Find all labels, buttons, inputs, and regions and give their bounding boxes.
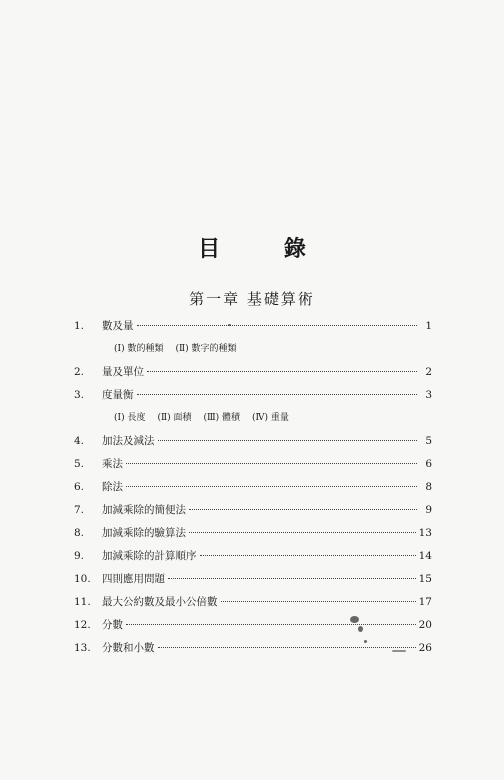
toc-entry xyxy=(74,617,432,640)
toc-subentry: (Ⅳ) 重量 xyxy=(252,413,289,423)
toc-entry-number: 3. xyxy=(74,389,85,401)
toc-entry-number: 6. xyxy=(74,481,85,493)
toc-entry-number: 4. xyxy=(74,435,85,447)
toc-entry xyxy=(74,318,432,341)
chapter-title: 第一章 基礎算術 xyxy=(189,290,315,308)
dot-leader xyxy=(137,325,418,326)
toc-entry-page: 14 xyxy=(418,550,432,562)
dot-leader xyxy=(168,578,416,579)
toc-entry xyxy=(74,548,432,571)
toc-entry-title: 乘法 xyxy=(102,458,123,470)
ink-speck xyxy=(364,640,367,643)
toc-entry-page: 2 xyxy=(425,366,432,378)
dot-leader xyxy=(189,532,416,533)
toc-subentries xyxy=(74,341,432,364)
toc-entry-title: 加減乘除的計算順序 xyxy=(102,550,197,562)
dot-leader xyxy=(126,486,417,487)
toc-entry-title: 加法及減法 xyxy=(102,435,155,447)
toc-entry-title: 加減乘除的簡便法 xyxy=(102,504,186,516)
toc-entry-page: 13 xyxy=(418,527,432,539)
toc-entry-title: 度量衡 xyxy=(102,389,134,401)
toc-entry-number: 1. xyxy=(74,320,85,332)
toc-subentry: (Ⅰ) 數的種類 xyxy=(114,344,164,354)
toc-entry-page: 5 xyxy=(425,435,432,447)
toc-entry-number: 8. xyxy=(74,527,85,539)
toc-entry-page: 26 xyxy=(418,642,432,654)
dot-leader xyxy=(189,509,417,510)
dot-leader xyxy=(200,555,416,556)
dot-leader xyxy=(158,440,418,441)
page-title: 目 錄 xyxy=(198,236,334,262)
toc-entry xyxy=(74,640,432,663)
ink-speck xyxy=(350,616,359,623)
toc-entry-page: 3 xyxy=(425,389,432,401)
toc-entry-page: 6 xyxy=(425,458,432,470)
toc-entry-page: 8 xyxy=(425,481,432,493)
toc-subentry: (Ⅰ) 長度 xyxy=(114,413,146,423)
toc-subentries xyxy=(74,410,432,433)
toc-entry-title: 量及單位 xyxy=(102,366,144,378)
toc-entry xyxy=(74,571,432,594)
toc-entry xyxy=(74,502,432,525)
toc-entry-title: 除法 xyxy=(102,481,123,493)
toc-entry xyxy=(74,456,432,479)
toc-entry xyxy=(74,594,432,617)
toc-entry-number: 9. xyxy=(74,550,85,562)
toc-entry-title: 數及量 xyxy=(102,320,134,332)
toc-entry-title: 加減乘除的驗算法 xyxy=(102,527,186,539)
ink-speck xyxy=(392,650,406,652)
toc-entry xyxy=(74,387,432,410)
toc-entry-number: 7. xyxy=(74,504,85,516)
dot-leader xyxy=(126,624,416,625)
toc-entry xyxy=(74,479,432,502)
toc-entry-number: 2. xyxy=(74,366,85,378)
dot-leader xyxy=(137,394,418,395)
toc-entry-page: 15 xyxy=(418,573,432,585)
table-of-contents xyxy=(74,318,432,663)
dot-leader xyxy=(147,371,417,372)
toc-entry-page: 20 xyxy=(418,619,432,631)
toc-entry-number: 12. xyxy=(74,619,91,631)
ink-speck xyxy=(228,324,231,326)
dot-leader xyxy=(158,647,416,648)
toc-entry-page: 17 xyxy=(418,596,432,608)
toc-entry-title: 分數和小數 xyxy=(102,642,155,654)
dot-leader xyxy=(126,463,417,464)
toc-entry xyxy=(74,433,432,456)
toc-entry-title: 分數 xyxy=(102,619,123,631)
toc-subentry: (Ⅱ) 面積 xyxy=(157,413,192,423)
dot-leader xyxy=(221,601,416,602)
toc-entry-page: 9 xyxy=(425,504,432,516)
toc-entry-number: 13. xyxy=(74,642,91,654)
toc-entry-title: 最大公約數及最小公倍數 xyxy=(102,596,218,608)
toc-entry-number: 11. xyxy=(74,596,91,608)
toc-entry xyxy=(74,525,432,548)
toc-subentry: (Ⅱ) 數字的種類 xyxy=(175,344,237,354)
toc-entry xyxy=(74,364,432,387)
toc-entry-number: 10. xyxy=(74,573,91,585)
toc-entry-title: 四則應用問題 xyxy=(102,573,165,585)
toc-entry-number: 5. xyxy=(74,458,85,470)
toc-subentry: (Ⅲ) 體積 xyxy=(203,413,241,423)
ink-speck xyxy=(358,626,363,632)
toc-entry-page: 1 xyxy=(425,320,432,332)
